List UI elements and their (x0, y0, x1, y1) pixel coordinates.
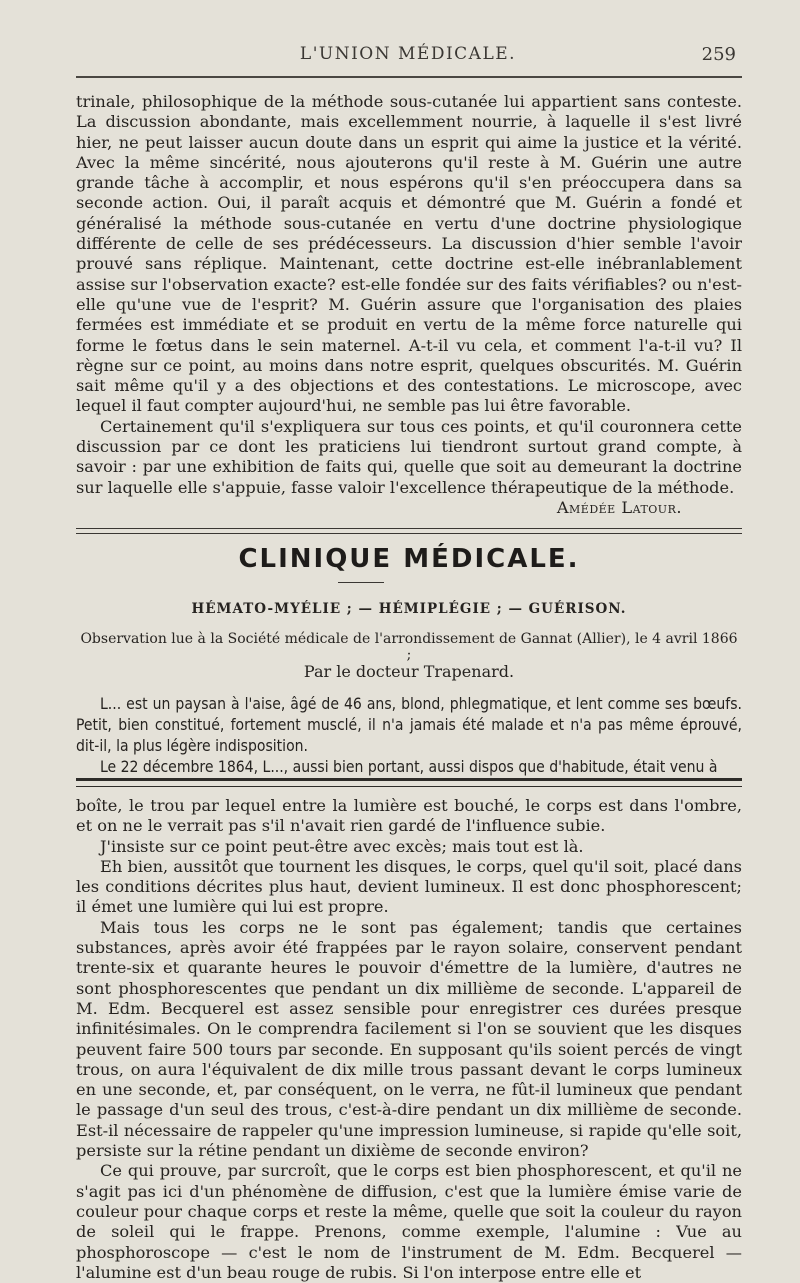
editorial-article (76, 92, 742, 518)
feuilleton-paragraph: Ce qui prouve, par surcroît, que le corps est bien phosphorescent, et qu'il ne s'agit pas ici d'un phénomène de diffusion, c'est que la lumière émise varie de couleur pour chaque corps et reste la même, quelle que soit la couleur du rayon de soleil qui le frappe. Prenons, comme exemple, l'alumine : Vue au phosphoroscope — c'est le nom de l'instrument de M. Edm. Becquerel — l'alumine est d'un beau rouge de rubis. Si l'on interpose entre elle et (76, 1161, 742, 1282)
case-author (76, 662, 742, 681)
feuilleton-paragraph: boîte, le trou par lequel entre la lumière est bouché, le corps est dans l'ombre, et on ne le verrait pas s'il n'avait rien gardé de l'influence subie. (76, 796, 742, 836)
feuilleton-divider (76, 778, 742, 787)
section-divider (76, 528, 742, 534)
journal-title: L'UNION MÉDICALE. (299, 44, 517, 64)
editorial-paragraph: Certainement qu'il s'expliquera sur tous ces points, et qu'il couronnera cette discussion par ce dont les praticiens lui tiendront surtout grand compte, à savoir : par une exhibition de faits qui, quelle que soit au demeurant la doctrine sur laquelle elle s'appuie, fasse valoir l'excellence thérapeutique de la méthode. (76, 416, 742, 497)
feuilleton-paragraph: Mais tous les corps ne le sont pas également; tandis que certaines substances, après avoir été frappées par le rayon solaire, conservent pendant trente-six et quarante heures le pouvoir d'émettre de la lumière, d'autres ne sont phosphorescentes que pendant un dix millième de seconde. L'appareil de M. Edm. Becquerel est assez sensible pour enregistrer ces durées presque infinitésimales. On le comprendra facilement si l'on se souvient que les disques peuvent faire 500 tours par seconde. En supposant qu'ils soient percés de vingt trous, on aura l'équivalent de dix mille trous passant devant le corps lumineux en une seconde, et, par conséquent, on le verra, ne fût-il lumineux que pendant le passage d'un seul des trous, c'est-à-dire pendant un dix millième de seconde. Est-il nécessaire de rappeler qu'une impression lumineuse, si rapide qu'elle soit, persiste sur la rétine pendant un dixième de seconde environ? (76, 917, 742, 1161)
case-paragraph: Le 22 décembre 1864, L..., aussi bien portant, aussi dispos que d'habitude, était venu à (100, 758, 718, 776)
author-line: Par le docteur Trapenard. (303, 662, 515, 681)
observation-note: Observation lue à la Société médicale de l'arrondissement de Gannat (Allier), le 4 avril 1866 ; (80, 631, 738, 663)
signature-name: Amédée Latour. (556, 497, 682, 517)
section-title: CLINIQUE MÉDICALE. (238, 544, 580, 574)
case-title: HÉMATO-MYÉLIE ; — HÉMIPLÉGIE ; — GUÉRISON. (191, 601, 627, 617)
case-report (76, 694, 742, 778)
title-rule (338, 582, 384, 583)
feuilleton-paragraph: J'insiste sur ce point peut-être avec excès; mais tout est là. (100, 836, 584, 856)
author-signature (76, 498, 742, 518)
editorial-paragraph: trinale, philosophique de la méthode sous-cutanée lui appartient sans conteste. La discussion abondante, mais excellemment nourrie, à laquelle il s'est livré hier, ne peut laisser aucun doute dans un esprit qui aime la justice et la vérité. Avec la même sincérité, nous ajouterons qu'il reste à M. Guérin une autre grande tâche à accomplir, et nous espérons qu'il s'en préoccupera dans sa seconde action. Oui, il paraît acquis et démontré que M. Guérin a fondé et généralisé la méthode sous-cutanée en vertu d'une doctrine physiologique différente de celle de ses prédécesseurs. La discussion d'hier semble l'avoir prouvé sans réplique. Maintenant, cette doctrine est-elle inébranlablement assise sur l'observation exacte? est-elle fondée sur des faits vérifiables? ou n'est-elle qu'une vue de l'esprit? M. Guérin assure que l'organisation des plaies fermées est immédiate et se produit en vertu de la même force naturelle qui forme le fœtus dans le sein maternel. A-t-il vu cela, et comment l'a-t-il vu? Il règne sur ce point, au moins dans notre esprit, quelques obscurités. M. Guérin sait même qu'il y a des objections et des contestations. Le microscope, avec lequel il faut compter aujourd'hui, ne semble pas lui être favorable. (76, 92, 742, 416)
header-rule (76, 76, 742, 78)
running-head (76, 44, 740, 74)
page-number: 259 (701, 44, 736, 65)
feuilleton-paragraph: Eh bien, aussitôt que tournent les disques, le corps, quel qu'il soit, placé dans les conditions décrites plus haut, devient lumineux. Il est donc phosphorescent; il émet une lumière qui lui est propre. (76, 856, 742, 917)
case-paragraph: L... est un paysan à l'aise, âgé de 46 ans, blond, phlegmatique, et lent comme ses bœufs. Petit, bien constitué, fortement musclé, il n'a jamais été malade et n'a pas même éprouvé, dit-il, la plus légère indisposition. (76, 695, 742, 755)
feuilleton-article (76, 796, 742, 1283)
